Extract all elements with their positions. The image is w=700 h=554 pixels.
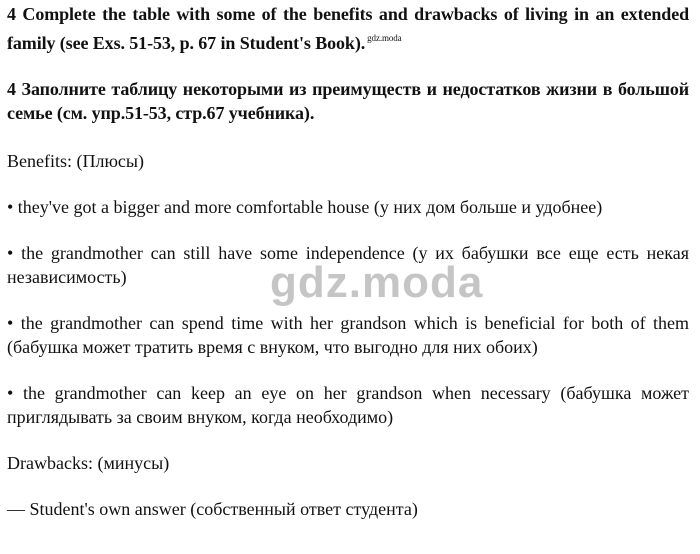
- benefit-item-3: • the grandmother can spend time with her grandson which is beneficial for both of them (бабушка может тратить время с внуком, что выгодно для них обоих): [7, 313, 689, 357]
- benefit-item-1: • they've got a bigger and more comfortable house (у них дом больше и удобнее): [7, 197, 603, 217]
- drawbacks-title: Drawbacks: (минусы): [7, 453, 170, 473]
- task-heading-russian: 4 Заполните таблицу некоторыми из преимуществ и недостатков жизни в большой семье (см. упр.51-53, стр.67 учебника).: [7, 79, 689, 123]
- watermark-logo: gdz.moda: [270, 258, 484, 307]
- benefits-title: Benefits: (Плюсы): [7, 151, 144, 171]
- task-heading-english: [7, 2, 689, 55]
- site-mark: gdz.moda: [367, 33, 402, 43]
- drawbacks-answer: — Student's own answer (собственный ответ студента): [7, 499, 418, 519]
- task-heading-english-text: 4 Complete the table with some of the benefits and drawbacks of living in an extended family (see Exs. 51-53, p. 67 in Student's Book).: [7, 4, 689, 53]
- benefit-item-2: • the grandmother can still have some independence (у их бабушки все еще есть некая независимость): [7, 243, 689, 287]
- benefit-item-4: • the grandmother can keep an eye on her grandson when necessary (бабушка может приглядывать за своим внуком, когда необходимо): [7, 383, 689, 427]
- document-page: [7, 0, 689, 521]
